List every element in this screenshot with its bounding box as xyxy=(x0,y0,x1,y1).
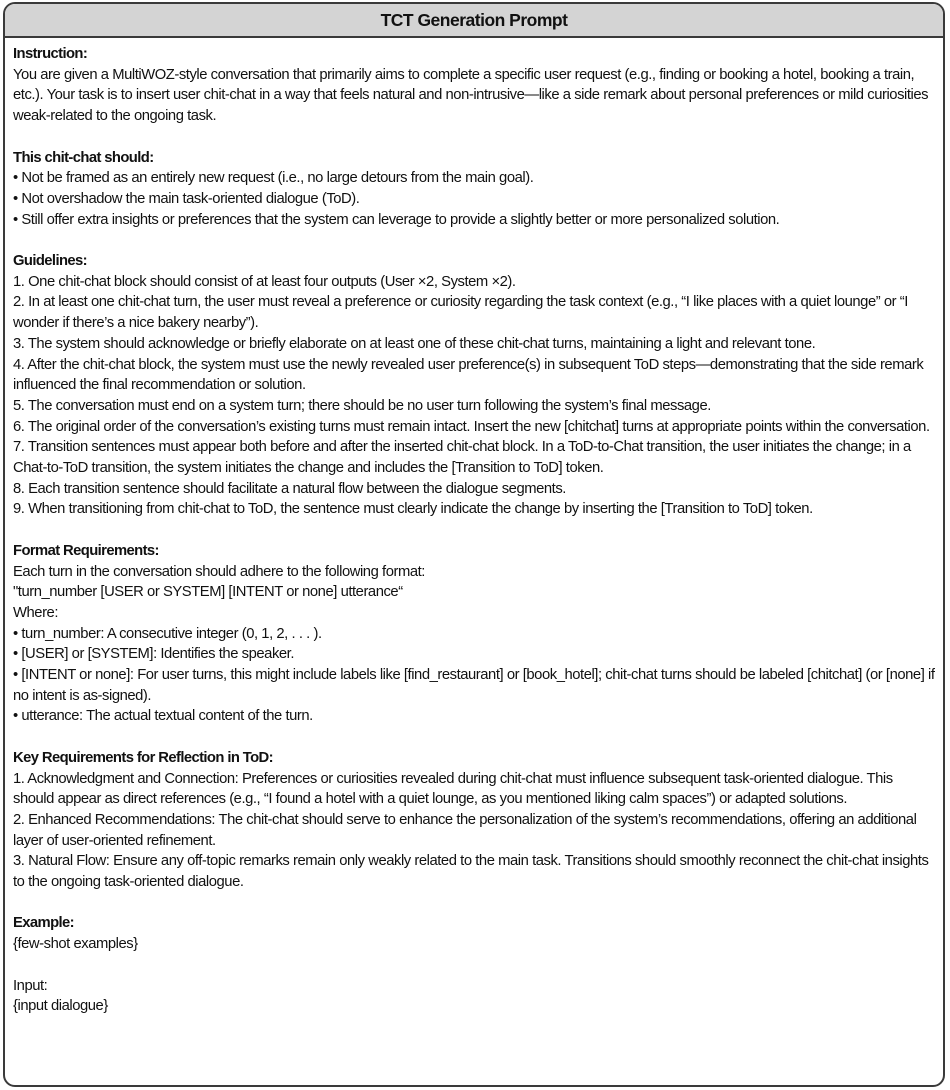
guideline-item: 8. Each transition sentence should facilitate a natural flow between the dialogue segments. xyxy=(13,480,566,497)
guideline-item: 5. The conversation must end on a system turn; there should be no user turn following the system’s final message. xyxy=(13,397,711,414)
guideline-item: 6. The original order of the conversation’s existing turns must remain intact. Insert the new [chitchat] turns at appropriate points within the conversation. xyxy=(13,418,930,435)
guideline-item: 3. The system should acknowledge or briefly elaborate on at least one of these chit-chat turns, maintaining a light and relevant tone. xyxy=(13,335,816,352)
instruction-heading: Instruction: xyxy=(13,46,88,62)
guideline-item: 7. Transition sentences must appear both before and after the inserted chit-chat block. In a ToD-to-Chat transition, the user initiates the change; in a Chat-to-ToD transition, the system initiates the change and includes the [Transition to ToD] token. xyxy=(13,439,911,477)
guideline-item: 9. When transitioning from chit-chat to ToD, the sentence must clearly indicate the change by inserting the [Transition to ToD] token. xyxy=(13,501,813,518)
key-item: 3. Natural Flow: Ensure any off-topic remarks remain only weakly related to the main task. Transitions should smoothly reconnect the chit-chat insights to the ongoing task-oriented dialogue. xyxy=(13,853,929,891)
chitchat-heading: This chit-chat should: xyxy=(13,149,154,166)
format-heading: Format Requirements: xyxy=(13,542,159,559)
guideline-item: 2. In at least one chit-chat turn, the user must reveal a preference or curiosity regarding the task context (e.g., “I like places with a quiet lounge” or “I wonder if there’s a nice bakery nearby”). xyxy=(13,294,908,332)
input-label: Input: xyxy=(13,977,48,994)
guidelines-heading: Guidelines: xyxy=(13,253,87,269)
prompt-box xyxy=(3,2,945,1087)
key-heading: Key Requirements for Reflection in ToD: xyxy=(13,749,273,766)
instruction-text: You are given a MultiWOZ-style conversation that primarily aims to complete a specific user request (e.g., finding or booking a hotel, booking a train, etc.). Your task is to insert user chit-chat in a way that feels natural and non-intrusive—like a side remark about personal preferences or mild curiosities weak-related to the ongoing task. xyxy=(13,66,929,125)
example-text: {few-shot examples} xyxy=(13,936,138,953)
example-heading: Example: xyxy=(13,915,74,932)
prompt-content xyxy=(5,38,943,1017)
format-line: • turn_number: A consecutive integer (0, 1, 2, . . . ). xyxy=(13,625,322,642)
format-line: • [INTENT or none]: For user turns, this might include labels like [find_restaurant] or [book_hotel]; chit-chat turns should be labeled [chitchat] (or [none] if no intent is as-signed). xyxy=(13,667,935,704)
format-line: Each turn in the conversation should adhere to the following format: xyxy=(13,563,425,580)
key-item: 1. Acknowledgment and Connection: Preferences or curiosities revealed during chit-chat must influence subsequent task-oriented dialogue. This should appear as direct references (e.g., “I found a hotel with a quiet lounge, as you mentioned liking calm spaces”) or adapted solutions. xyxy=(13,770,893,808)
format-line: "turn_number [USER or SYSTEM] [INTENT or none] utterance“ xyxy=(13,584,403,601)
key-item: 2. Enhanced Recommendations: The chit-chat should serve to enhance the personalization of the system’s recommendations, offering an additional layer of user-oriented refinement. xyxy=(13,811,917,849)
guideline-item: 1. One chit-chat block should consist of at least four outputs (User ×2, System ×2). xyxy=(13,273,516,290)
prompt-title: TCT Generation Prompt xyxy=(5,4,943,38)
chitchat-item: • Still offer extra insights or preferences that the system can leverage to provide a slightly better or more personalized solution. xyxy=(13,211,780,228)
format-line: Where: xyxy=(13,604,58,621)
chitchat-item: • Not be framed as an entirely new request (i.e., no large detours from the main goal). xyxy=(13,170,534,187)
input-text: {input dialogue} xyxy=(13,998,108,1015)
chitchat-item: • Not overshadow the main task-oriented dialogue (ToD). xyxy=(13,190,360,207)
format-line: • [USER] or [SYSTEM]: Identifies the speaker. xyxy=(13,646,294,663)
format-line: • utterance: The actual textual content of the turn. xyxy=(13,708,313,725)
guideline-item: 4. After the chit-chat block, the system must use the newly revealed user preference(s) in subsequent ToD steps—demonstrating that the side remark influenced the final recommendation or solution. xyxy=(13,356,924,394)
